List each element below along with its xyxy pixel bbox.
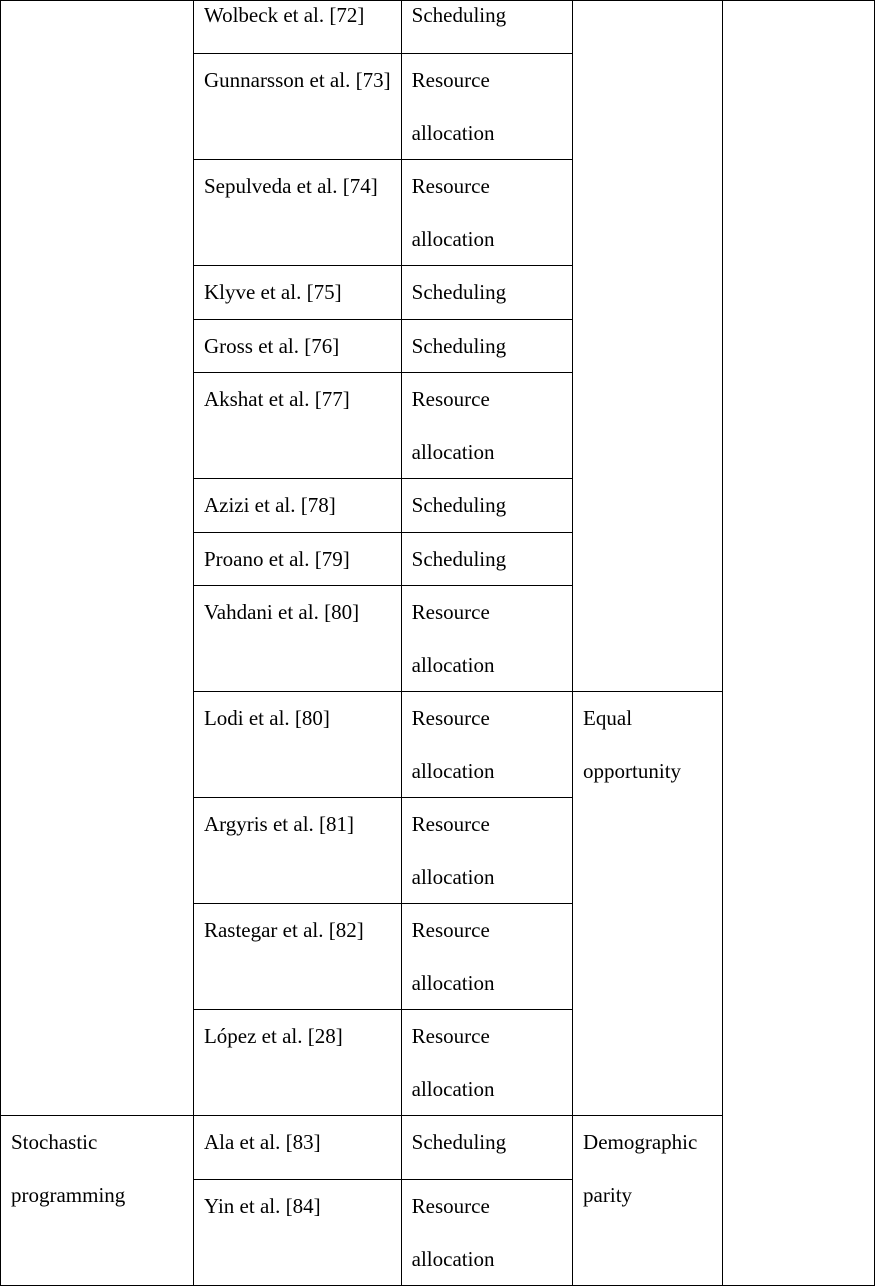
study-cell: Rastegar et al. [82] — [193, 904, 401, 1010]
application-cell: Resource allocation — [401, 904, 572, 1010]
study-cell: Akshat et al. [77] — [193, 373, 401, 479]
fairness-cell-demographic-parity: Demographic parity — [573, 1116, 723, 1286]
study-cell: López et al. [28] — [193, 1010, 401, 1116]
application-cell: Scheduling — [401, 1, 572, 54]
application-cell: Scheduling — [401, 1116, 572, 1180]
study-cell: Proano et al. [79] — [193, 532, 401, 586]
study-cell: Sepulveda et al. [74] — [193, 160, 401, 266]
fairness-cell-equal-opportunity: Equal opportunity — [573, 692, 723, 1116]
application-cell: Resource allocation — [401, 692, 572, 798]
application-cell: Scheduling — [401, 479, 572, 533]
application-cell: Resource allocation — [401, 586, 572, 692]
extra-column-cell — [722, 1, 874, 1286]
study-cell: Azizi et al. [78] — [193, 479, 401, 533]
fairness-cell — [573, 1, 723, 692]
study-cell: Yin et al. [84] — [193, 1180, 401, 1286]
method-cell — [1, 1, 194, 1116]
application-cell: Resource allocation — [401, 160, 572, 266]
application-cell: Scheduling — [401, 532, 572, 586]
application-cell: Resource allocation — [401, 1010, 572, 1116]
study-cell: Gross et al. [76] — [193, 319, 401, 373]
method-cell-stochastic: Stochastic programming — [1, 1116, 194, 1286]
application-cell: Scheduling — [401, 266, 572, 320]
study-cell: Lodi et al. [80] — [193, 692, 401, 798]
study-cell: Vahdani et al. [80] — [193, 586, 401, 692]
study-cell: Wolbeck et al. [72] — [193, 1, 401, 54]
application-cell: Resource allocation — [401, 54, 572, 160]
study-cell: Ala et al. [83] — [193, 1116, 401, 1180]
study-cell: Gunnarsson et al. [73] — [193, 54, 401, 160]
application-cell: Resource allocation — [401, 1180, 572, 1286]
application-cell: Resource allocation — [401, 798, 572, 904]
table-row — [1, 1, 875, 54]
application-cell: Resource allocation — [401, 373, 572, 479]
application-cell: Scheduling — [401, 319, 572, 373]
study-cell: Klyve et al. [75] — [193, 266, 401, 320]
study-cell: Argyris et al. [81] — [193, 798, 401, 904]
